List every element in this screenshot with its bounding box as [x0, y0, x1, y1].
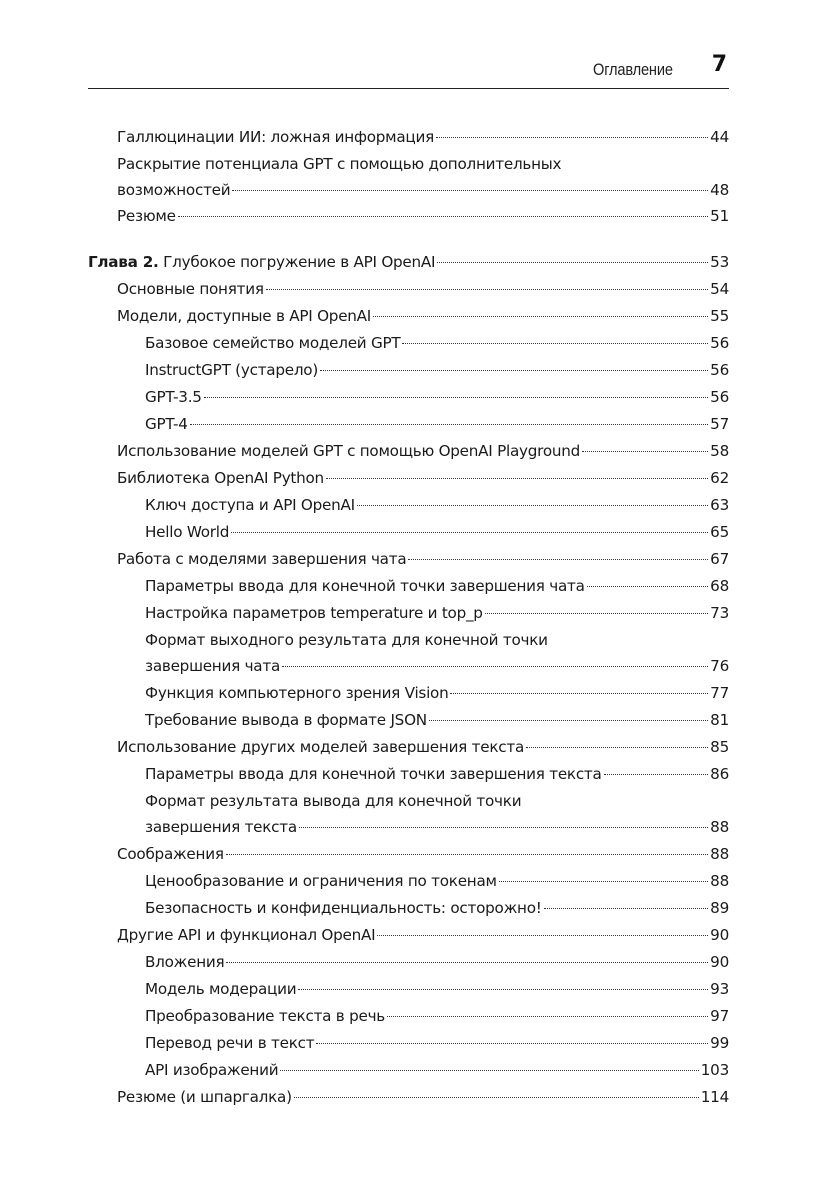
toc-entry-page: 65 [710, 523, 729, 541]
toc-entry-page: 51 [710, 207, 729, 225]
dot-leader [232, 190, 708, 191]
toc-entry-page: 63 [710, 496, 729, 514]
toc-entry-page: 86 [710, 765, 729, 783]
dot-leader [320, 370, 708, 371]
toc-entry-title: Ключ доступа и API OpenAI [145, 496, 355, 514]
toc-entry-page: 81 [710, 711, 729, 729]
toc-entry-title: GPT-4 [145, 415, 188, 433]
dot-leader [299, 827, 708, 828]
toc-entry-page: 99 [710, 1034, 729, 1052]
toc-entry[interactable] [88, 1057, 729, 1083]
toc-entry-title: Модель модерации [145, 980, 297, 998]
toc-entry-page: 114 [700, 1088, 729, 1106]
toc-entry-page: 55 [710, 307, 729, 325]
running-header [88, 52, 729, 89]
toc-entry-title: Функция компьютерного зрения Vision [145, 684, 449, 702]
toc-entry[interactable] [88, 868, 729, 894]
toc-entry-page: 88 [710, 818, 729, 836]
toc-entry-page: 89 [710, 899, 729, 917]
dot-leader [604, 774, 709, 775]
running-header-title: Оглавление [593, 60, 673, 79]
toc-entry-title: Параметры ввода для конечной точки завершения чата [145, 577, 585, 595]
toc-entry-title: Основные понятия [117, 280, 264, 298]
toc-entry[interactable] [88, 707, 729, 733]
toc-entry-title: Настройка параметров temperature и top_p [145, 604, 483, 622]
toc-entry-title: Работа с моделями завершения чата [117, 550, 407, 568]
toc-entry-page: 58 [710, 442, 729, 460]
toc-entry-title: InstructGPT (устарело) [145, 361, 319, 379]
toc-entry-title: Галлюцинации ИИ: ложная информация [117, 128, 434, 146]
toc-entry-title-line1: Формат результата вывода для конечной точки [145, 792, 522, 810]
dot-leader [526, 747, 708, 748]
toc-entry[interactable] [88, 949, 729, 975]
toc-entry-page: 68 [710, 577, 729, 595]
dot-leader [204, 397, 708, 398]
toc-entry-title: Использование других моделей завершения текста [117, 738, 525, 756]
toc-entry-title: Безопасность и конфиденциальность: осторожно! [145, 899, 542, 917]
dot-leader [373, 316, 708, 317]
dot-leader [437, 262, 708, 263]
dot-leader [436, 137, 708, 138]
toc-entry[interactable] [88, 303, 729, 329]
toc-entry[interactable] [88, 976, 729, 1002]
toc-entry[interactable] [88, 492, 729, 518]
toc-entry-page: 56 [710, 361, 729, 379]
dot-leader [266, 289, 708, 290]
toc-entry[interactable] [88, 276, 729, 302]
toc-entry-title: API изображений [145, 1061, 279, 1079]
dot-leader [226, 962, 708, 963]
toc-entry[interactable] [88, 573, 729, 599]
toc-entry-title: Параметры ввода для конечной точки завершения текста [145, 765, 602, 783]
toc-entry-page: 57 [710, 415, 729, 433]
dot-leader [450, 693, 708, 694]
toc-entry-page: 93 [710, 980, 729, 998]
toc-entry-page: 90 [710, 926, 729, 944]
toc-entry[interactable] [88, 627, 729, 679]
toc-entry-title: Резюме [117, 207, 176, 225]
toc-entry-page: 88 [710, 872, 729, 890]
toc-entry[interactable] [88, 519, 729, 545]
toc-entry-page: 56 [710, 334, 729, 352]
dot-leader [357, 505, 708, 506]
toc-entry[interactable] [88, 761, 729, 787]
toc-entry[interactable] [88, 330, 729, 356]
toc-entry[interactable] [88, 203, 729, 229]
toc-entry-page: 103 [700, 1061, 729, 1079]
toc-entry-title: Hello World [145, 523, 230, 541]
toc-chapter-entry[interactable] [88, 249, 729, 275]
toc-entry[interactable] [88, 384, 729, 410]
toc-entry-title: Другие API и функционал OpenAI [117, 926, 376, 944]
dot-leader [582, 451, 708, 452]
toc-entry[interactable] [88, 895, 729, 921]
toc-entry-page: 97 [710, 1007, 729, 1025]
dot-leader [226, 854, 708, 855]
toc-entry-page: 90 [710, 953, 729, 971]
toc-entry-title: Базовое семейство моделей GPT [145, 334, 401, 352]
toc-entry-title: Преобразование текста в речь [145, 1007, 385, 1025]
toc-entry[interactable] [88, 124, 729, 150]
toc-entry-title: Использование моделей GPT с помощью OpenAI Playground [117, 442, 580, 460]
toc-entry-page: 56 [710, 388, 729, 406]
dot-leader [190, 424, 708, 425]
dot-leader [387, 1016, 708, 1017]
toc-entry[interactable] [88, 546, 729, 572]
dot-leader [587, 586, 709, 587]
toc-entry-title: Библиотека OpenAI Python [117, 469, 324, 487]
toc-entry-page: 48 [710, 181, 729, 199]
toc-entry-title: Вложения [145, 953, 225, 971]
page-number: 7 [711, 52, 727, 77]
dot-leader [402, 343, 708, 344]
toc-entry[interactable] [88, 680, 729, 706]
toc-entry[interactable] [88, 1084, 729, 1110]
dot-leader [316, 1043, 708, 1044]
dot-leader [231, 532, 708, 533]
toc-entry-title: GPT-3.5 [145, 388, 202, 406]
toc-entry[interactable] [88, 438, 729, 464]
toc-entry[interactable] [88, 357, 729, 383]
dot-leader [429, 720, 708, 721]
toc-entry[interactable] [88, 1003, 729, 1029]
toc-entry-page: 62 [710, 469, 729, 487]
toc-entry[interactable] [88, 1030, 729, 1056]
toc-entry[interactable] [88, 465, 729, 491]
dot-leader [377, 935, 708, 936]
toc-entry-title: завершения чата [145, 657, 281, 675]
toc-entry-page: 77 [710, 684, 729, 702]
dot-leader [326, 478, 708, 479]
dot-leader [485, 613, 708, 614]
dot-leader [280, 1070, 698, 1071]
dot-leader [294, 1097, 699, 1098]
toc-entry-title-line1: Раскрытие потенциала GPT с помощью дополнительных [117, 155, 562, 173]
toc-entry[interactable] [88, 600, 729, 626]
toc-entry-page: 88 [710, 845, 729, 863]
toc-entry-title: Модели, доступные в API OpenAI [117, 307, 372, 325]
dot-leader [178, 216, 709, 217]
toc-entry-page: 85 [710, 738, 729, 756]
toc-entry[interactable] [88, 788, 729, 840]
toc-entry-title: Резюме (и шпаргалка) [117, 1088, 292, 1106]
toc-entry-page: 73 [710, 604, 729, 622]
toc-entry-title: Глубокое погружение в API OpenAI [163, 253, 436, 271]
toc-entry[interactable] [88, 734, 729, 760]
toc-entry[interactable] [88, 841, 729, 867]
dot-leader [408, 559, 708, 560]
toc-entry[interactable] [88, 151, 729, 203]
toc-entry[interactable] [88, 922, 729, 948]
toc-entry-title: Ценообразование и ограничения по токенам [145, 872, 497, 890]
toc-entry-title: завершения текста [145, 818, 297, 836]
toc-entry-page: 44 [710, 128, 729, 146]
toc-entry-page: 53 [710, 253, 729, 271]
toc-entry-title: возможностей [117, 181, 231, 199]
toc-entry-title-line1: Формат выходного результата для конечной точки [145, 631, 548, 649]
toc-entry-title: Соображения [117, 845, 224, 863]
dot-leader [544, 908, 709, 909]
toc-entry-page: 54 [710, 280, 729, 298]
toc-entry-page: 67 [710, 550, 729, 568]
toc-entry-title: Перевод речи в текст [145, 1034, 315, 1052]
chapter-label: Глава 2. [88, 253, 159, 271]
toc-entry[interactable] [88, 411, 729, 437]
toc-entry-page: 76 [710, 657, 729, 675]
dot-leader [499, 881, 708, 882]
dot-leader [282, 666, 708, 667]
toc-entry-title: Требование вывода в формате JSON [145, 711, 427, 729]
dot-leader [298, 989, 708, 990]
